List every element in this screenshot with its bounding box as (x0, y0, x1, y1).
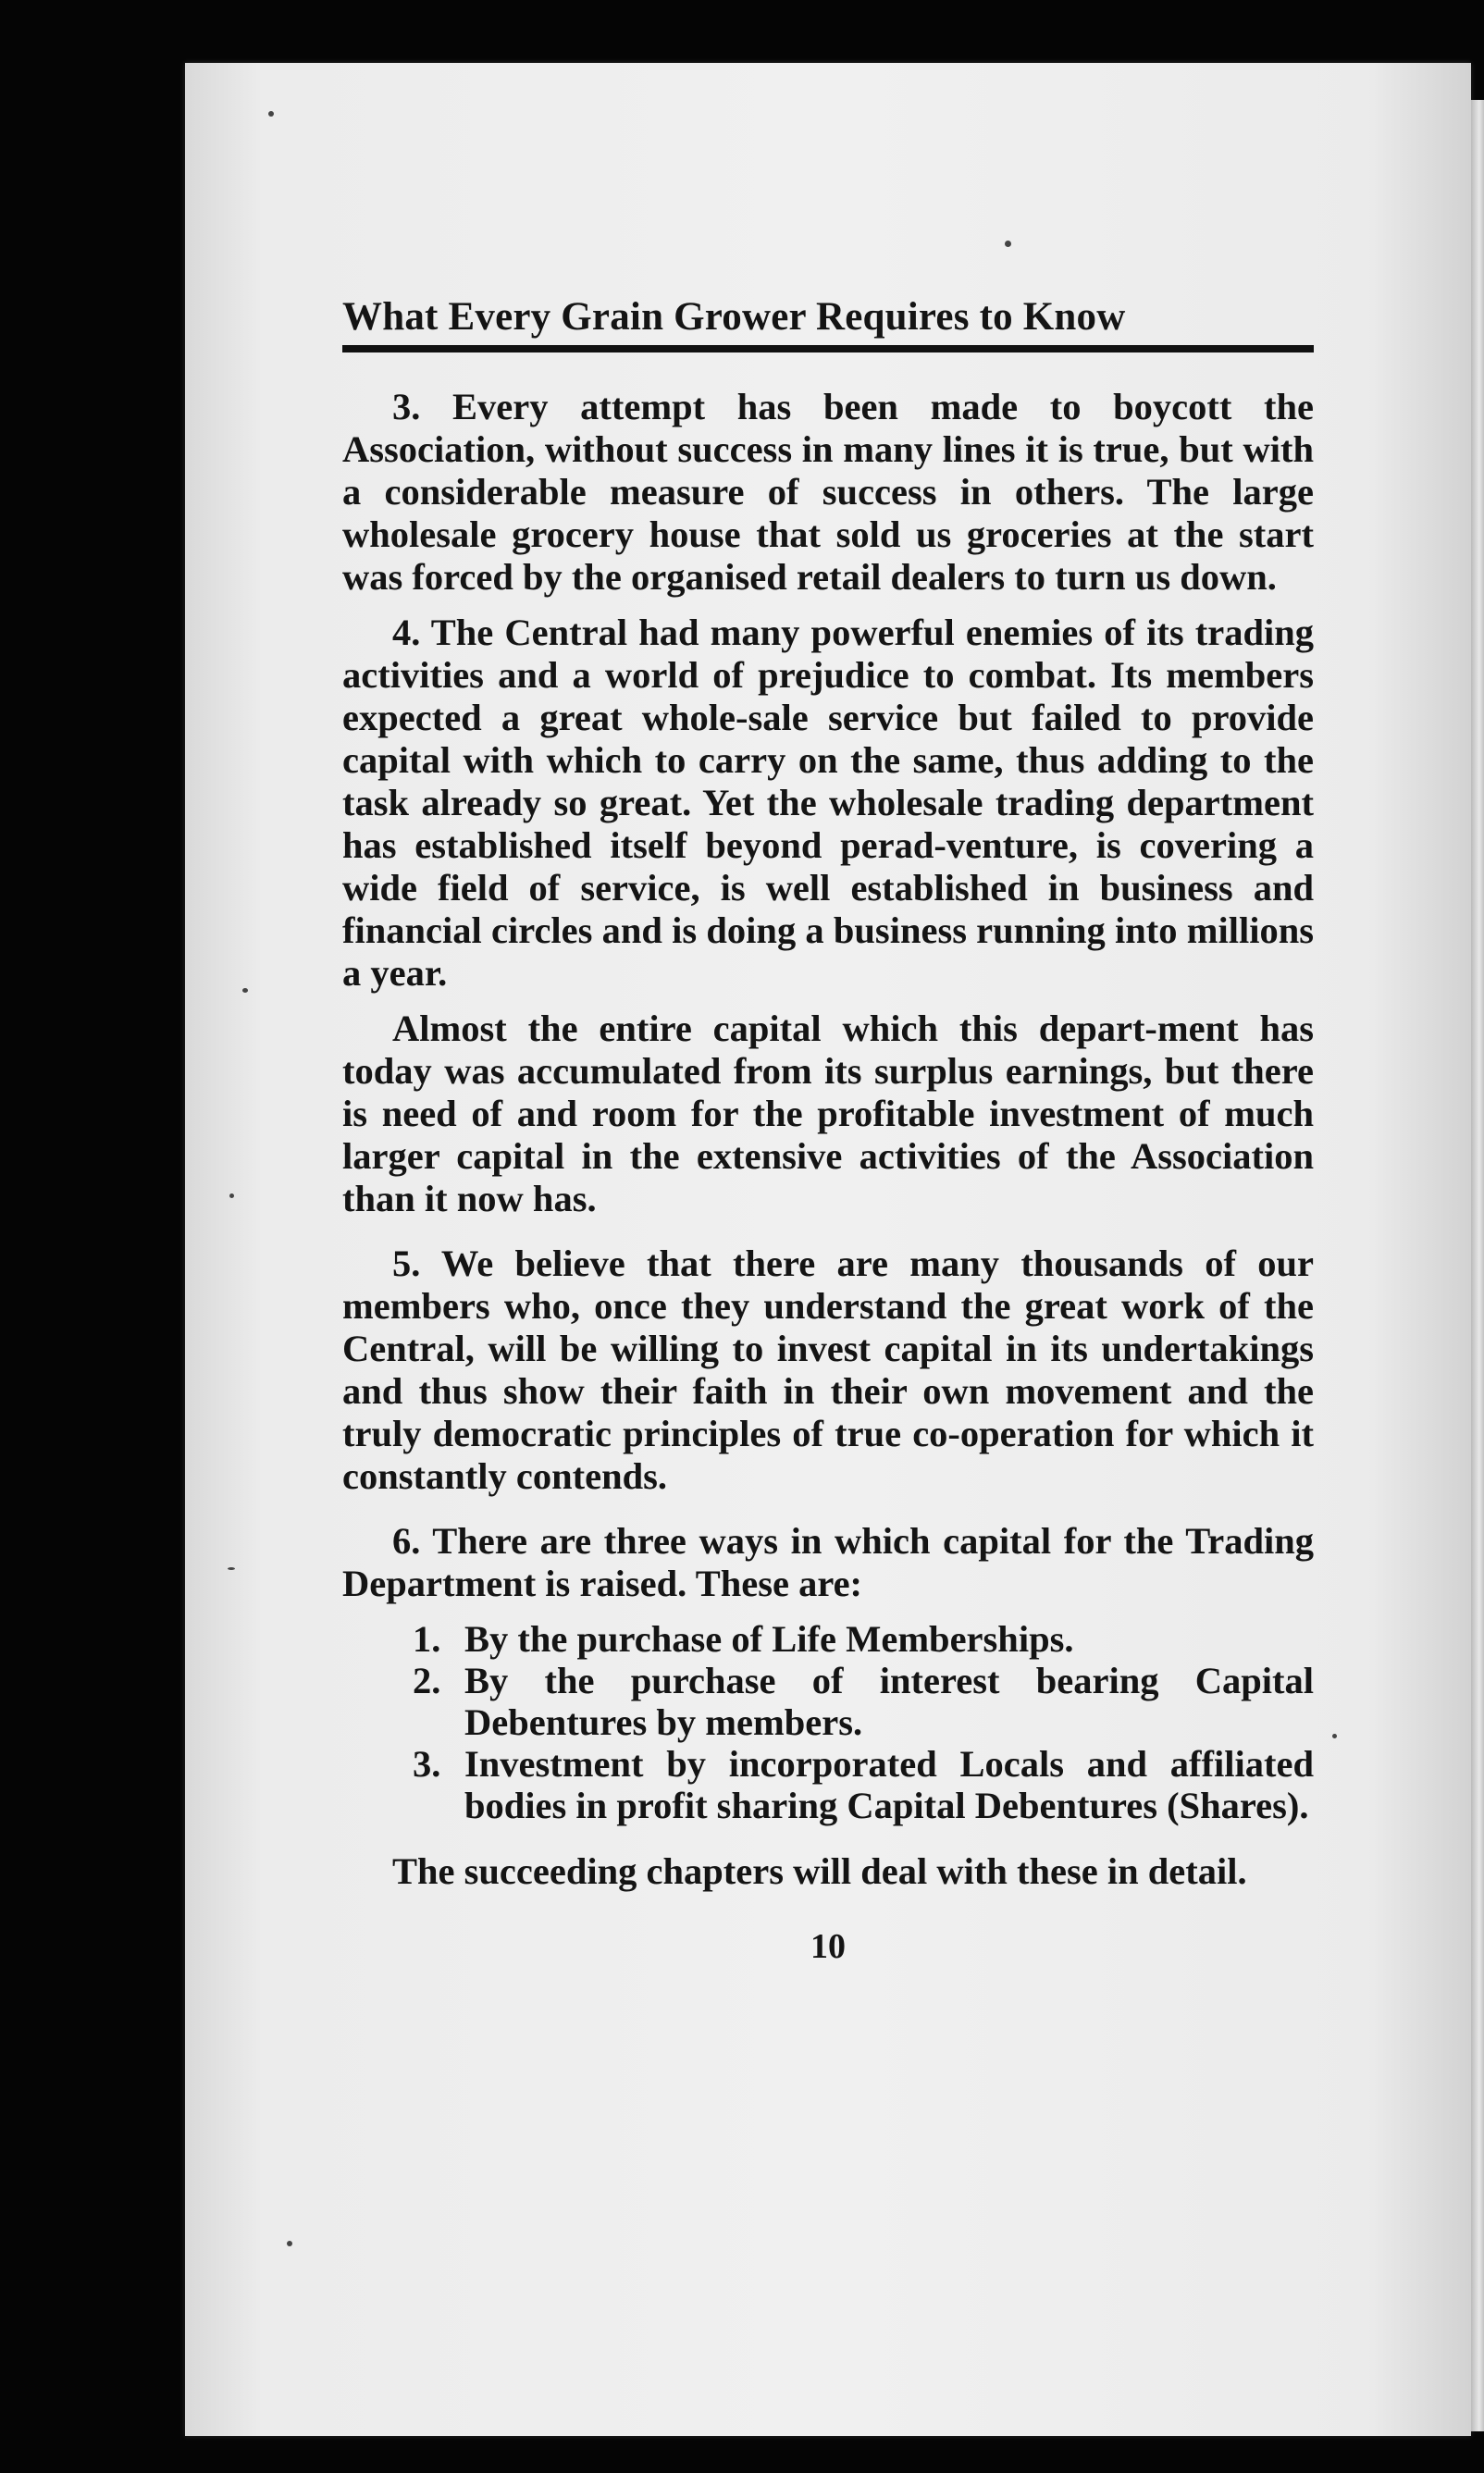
running-head: What Every Grain Grower Requires to Know (342, 294, 1314, 352)
paragraph-4-continued: Almost the entire capital which this depart-ment has today was accumulated from its surplus earnings, but there is need of and room for the profitable investment of much larger capital in the extensive activities of the Association than it now has. (342, 1008, 1314, 1219)
list-item (413, 1743, 1314, 1826)
paragraph-3: 3. Every attempt has been made to boycott the Association, without success in many lines it is true, but with a considerable measure of success in others. The large wholesale grocery house that sold us groceries at the start was forced by the organised retail dealers to turn us down. (342, 386, 1314, 598)
paragraph-4: 4. The Central had many powerful enemies of its trading activities and a world of prejudice to combat. Its members expected a great whole-sale service but failed to provide capital with which to carry on the same, thus adding to the task already so great. Yet the wholesale trading department has established itself beyond perad-venture, is covering a wide field of service, is well established in business and financial circles and is doing a business running into millions a year. (342, 612, 1314, 994)
dust-speck (268, 111, 274, 117)
page-edge (1471, 100, 1484, 2431)
dust-speck (1332, 1734, 1337, 1738)
list-item (413, 1618, 1314, 1660)
paragraph-6: 6. There are three ways in which capital for the Trading Department is raised. These are: (342, 1520, 1314, 1604)
dust-speck (229, 1193, 234, 1198)
list-item (413, 1660, 1314, 1743)
list-item-number: 1. (413, 1618, 441, 1660)
paragraph-5: 5. We believe that there are many thousands of our members who, once they understand the great work of the Central, will be willing to invest capital in its undertakings and thus show their faith in their own movement and the truly democratic principles of true co-operation for which it constantly contends. (342, 1243, 1314, 1497)
list-item-number: 2. (413, 1660, 441, 1701)
dust-speck (1005, 241, 1011, 247)
page-content (342, 294, 1314, 1967)
list-item-text: By the purchase of interest bearing Capital Debentures by members. (464, 1660, 1314, 1743)
capital-methods-list (342, 1618, 1314, 1826)
page-number: 10 (810, 1927, 846, 1966)
book-page (185, 63, 1471, 2436)
list-item-text: By the purchase of Life Memberships. (464, 1618, 1074, 1660)
dust-speck (287, 2241, 292, 2246)
dust-speck (228, 1567, 235, 1570)
list-item-text: Investment by incorporated Locals and affiliated bodies in profit sharing Capital Debentures (Shares). (464, 1743, 1314, 1826)
list-item-number: 3. (413, 1743, 441, 1785)
dust-speck (242, 988, 248, 993)
closing-paragraph: The succeeding chapters will deal with these in detail. (392, 1850, 1247, 1892)
